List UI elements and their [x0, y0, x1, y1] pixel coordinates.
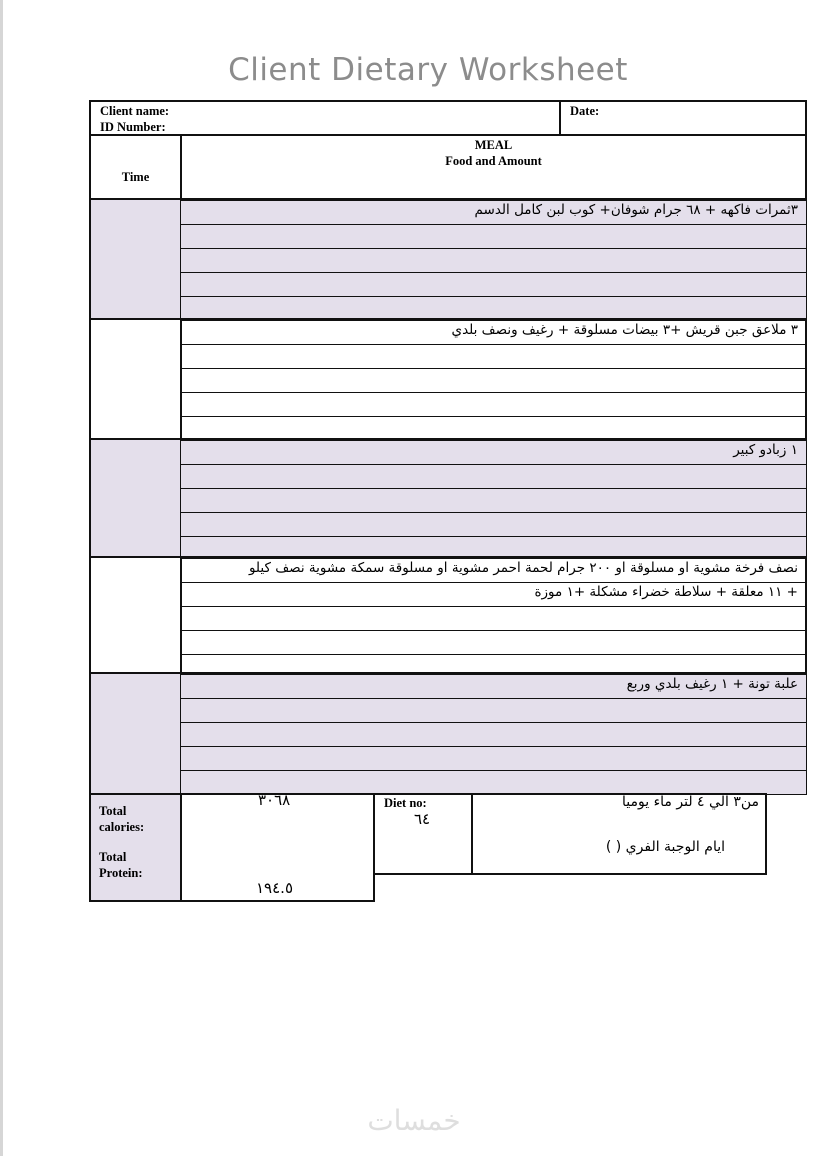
meal-time-cell [89, 198, 182, 320]
diet-no-label: Diet no: [384, 796, 427, 810]
meal-line: ٣ ملاعق جبن قريش +٣ بيضات مسلوقة + رغيف ونصف بلدي [180, 320, 807, 345]
total-protein-label: Total Protein: [99, 850, 143, 880]
meal-time-cell [89, 318, 182, 440]
meal-line: ١ زبادو كبير [180, 440, 807, 465]
watermark-logo: خمسات [367, 1104, 461, 1137]
meal-line [180, 368, 807, 393]
meal-line [180, 698, 807, 723]
meal-line [180, 746, 807, 771]
client-name-label: Client name: [100, 104, 170, 118]
meal-line [180, 464, 807, 489]
meal-header-cell [180, 134, 807, 200]
meal-label: MEAL [474, 138, 513, 152]
meal-line [180, 416, 807, 440]
meal-line [180, 248, 807, 273]
total-protein-value: ١٩٤.٥ [256, 879, 293, 897]
worksheet-title: Client Dietary Worksheet [228, 52, 628, 88]
diet-no-value: ٦٤ [414, 810, 431, 828]
meal-line [180, 722, 807, 747]
food-amount-label: Food and Amount [445, 154, 542, 168]
id-number-label: ID Number: [100, 120, 166, 134]
time-header-cell [89, 134, 182, 200]
total-calories-value: ٣٠٦٨ [258, 791, 291, 809]
meal-line [180, 512, 807, 537]
meal-line [180, 606, 807, 631]
water-note: من٣ الي ٤ لتر ماء يوميا [622, 794, 759, 810]
totals-label-cell [89, 793, 182, 902]
meal-line: علبة تونة + ١ رغيف بلدي وربع [180, 674, 807, 699]
meal-time-cell [89, 556, 182, 674]
meal-line [180, 536, 807, 558]
meal-line [180, 630, 807, 655]
meal-line: ٣ثمرات فاكهه + ٦٨ جرام شوفان+ كوب لبن كامل الدسم [180, 200, 807, 225]
time-label: Time [121, 170, 150, 184]
meal-time-cell [89, 438, 182, 558]
totals-value-cell [180, 793, 375, 902]
free-meal-note: ايام الوجبة الفري ( ) [605, 839, 725, 855]
meal-line [180, 344, 807, 369]
meal-line [180, 272, 807, 297]
notes-cell [471, 793, 767, 875]
diet-no-cell [373, 793, 473, 875]
page-edge [0, 0, 3, 1156]
meal-line [180, 488, 807, 513]
total-calories-label: Total calories: [99, 804, 145, 834]
meal-line [180, 392, 807, 417]
meal-time-cell [89, 672, 182, 795]
meal-line [180, 296, 807, 320]
date-cell [559, 100, 807, 136]
meal-line: نصف فرخة مشوية او مسلوقة او ٢٠٠ جرام لحمة احمر مشوية او مسلوقة سمكة مشوية نصف كيلو [180, 558, 807, 583]
meal-line [180, 224, 807, 249]
meal-line [180, 654, 807, 674]
client-info-cell [89, 100, 561, 136]
date-label: Date: [570, 104, 600, 118]
meal-line: + ١١ معلقة + سلاطة خضراء مشكلة +١ موزة [180, 582, 807, 607]
